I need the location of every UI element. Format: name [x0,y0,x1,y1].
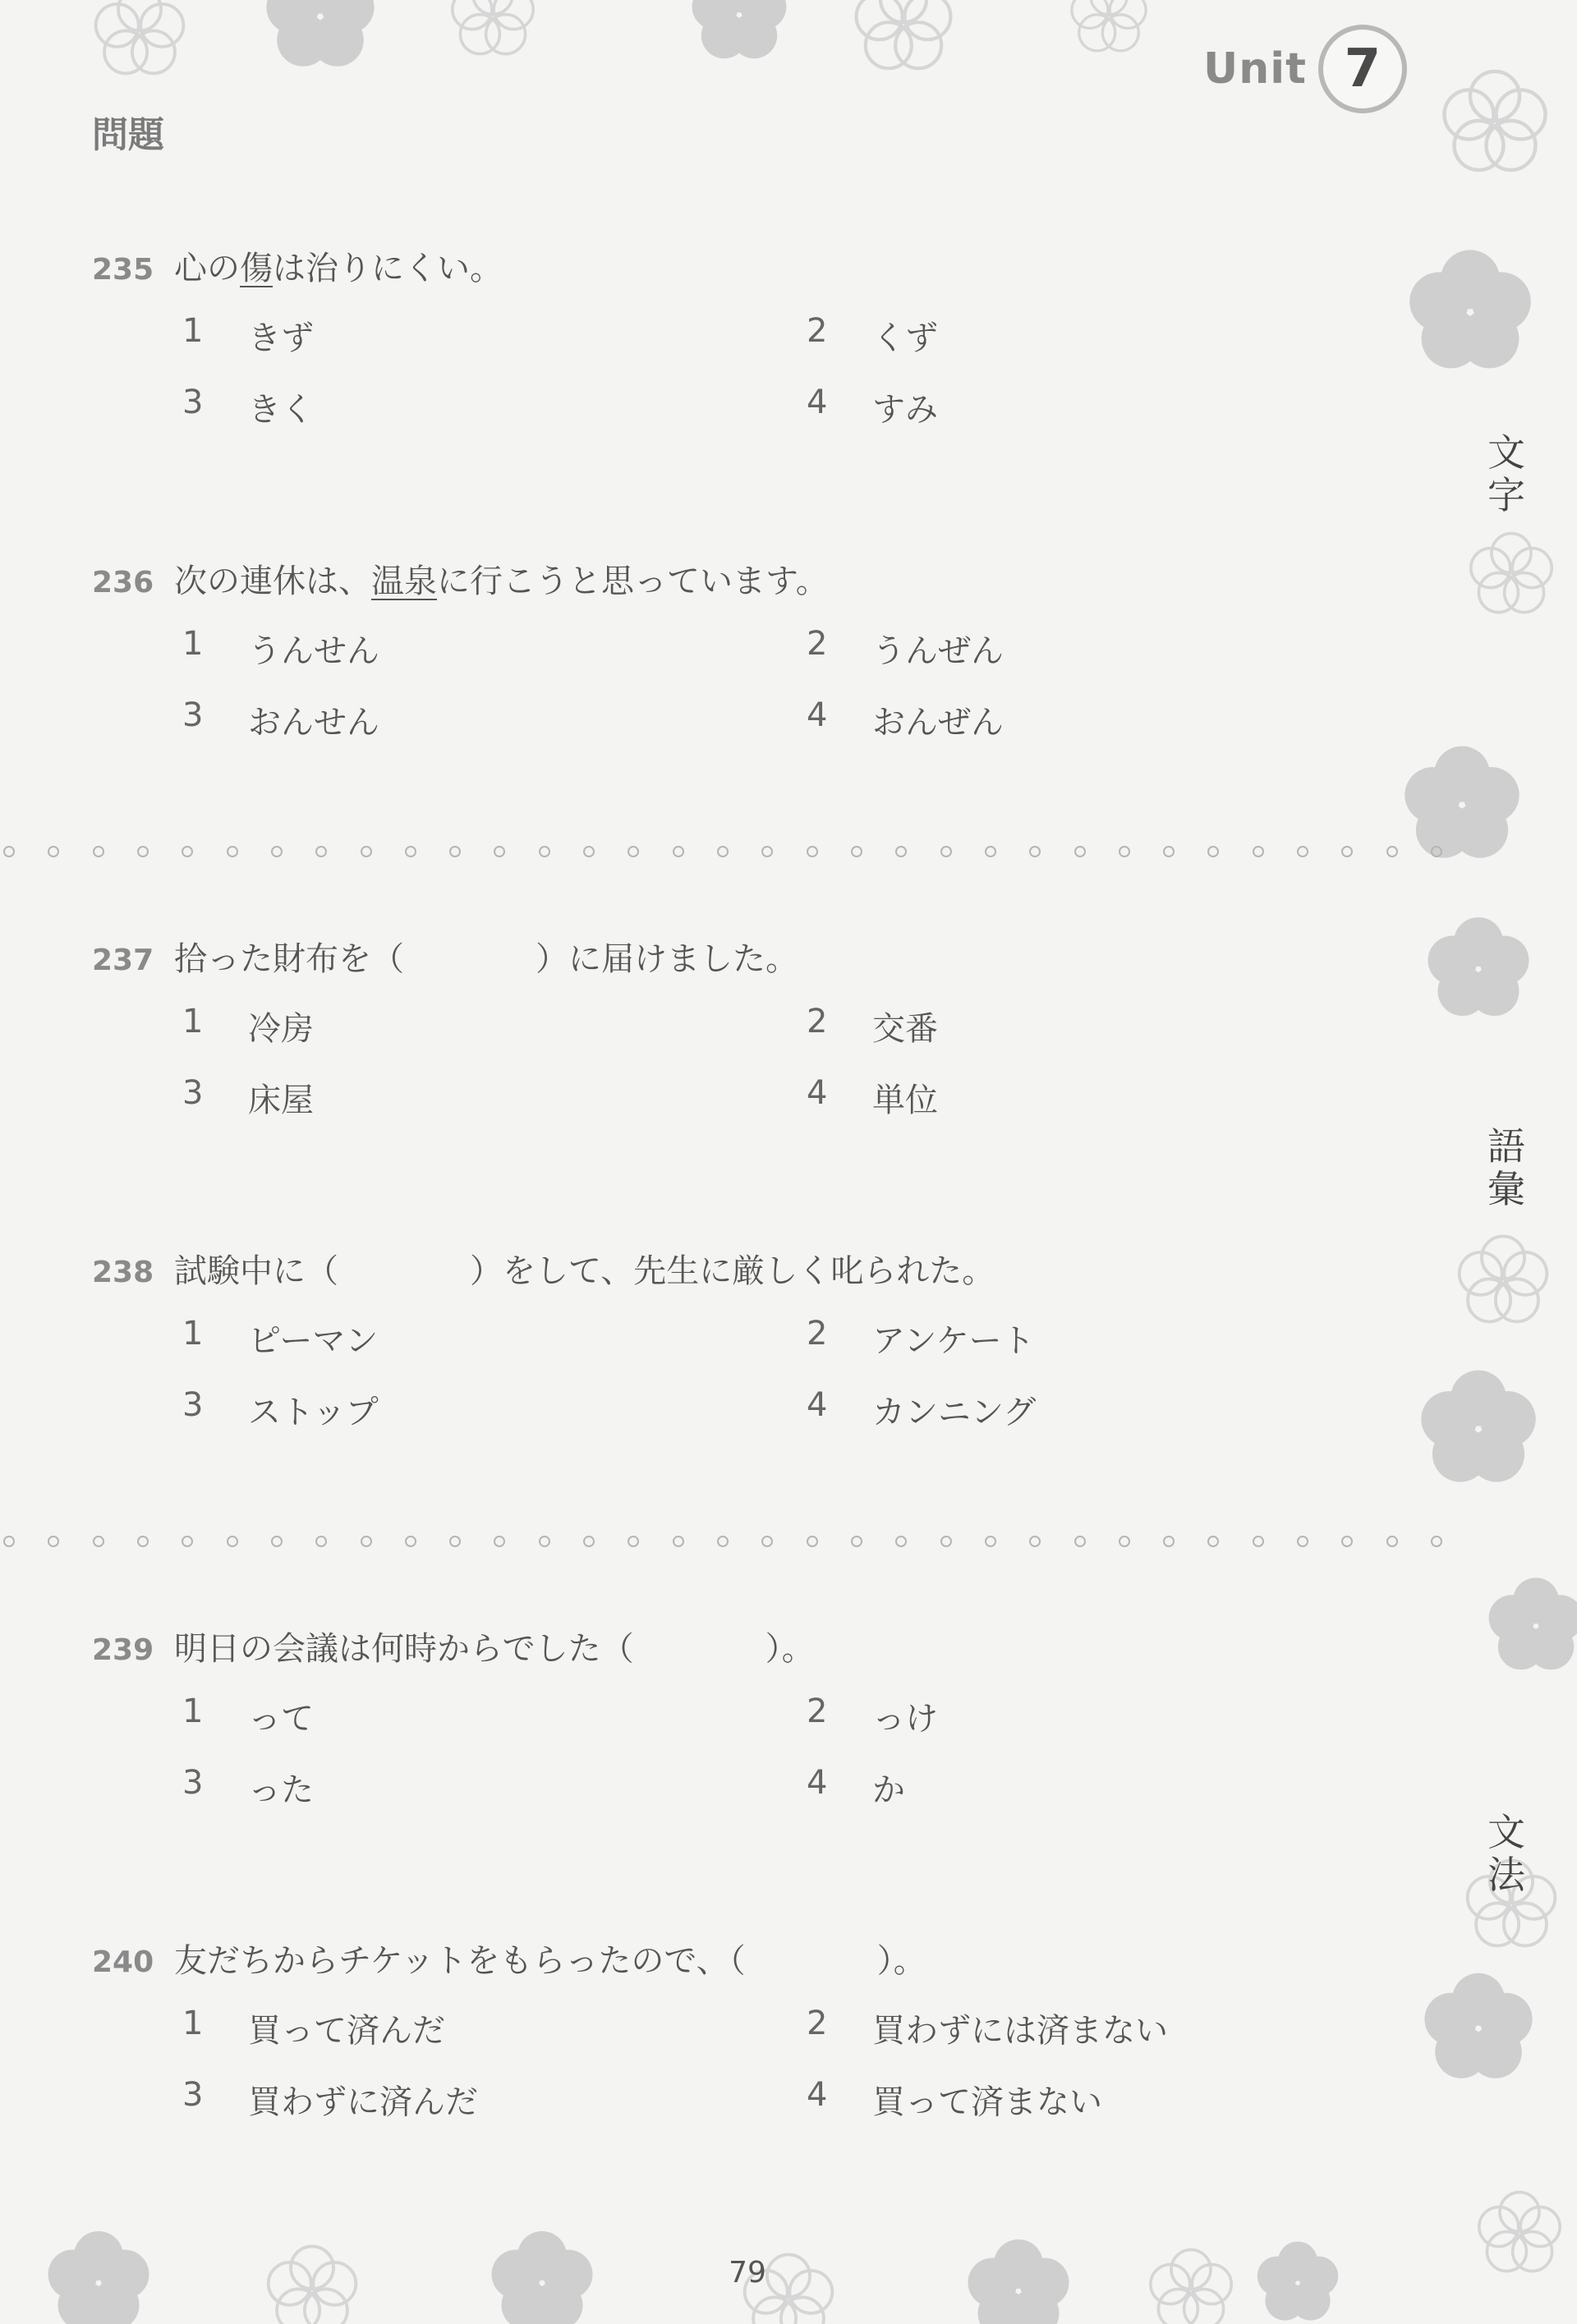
option-text: った [248,1771,314,1809]
question-text-part: 次の連休は、 [174,563,371,600]
option-text: おんぜん [872,704,1004,742]
option-number: 2 [807,1692,828,1730]
option-text: くず [872,319,938,357]
answer-option[interactable] [182,625,807,672]
option-text: ピーマン [248,1322,379,1360]
side-tab-goi: 語彙 [1487,1124,1525,1211]
question-text: 明日の会議は何時からでした（ ）。 [174,1630,815,1668]
option-number: 2 [807,625,828,663]
question-target-word: 傷 [240,250,273,287]
answer-option[interactable] [182,696,807,743]
question-number: 237 [92,944,154,977]
answer-options [182,1003,1406,1121]
answer-option[interactable] [807,1764,1431,1811]
option-number: 3 [182,384,204,421]
option-text: っけ [872,1700,938,1738]
answer-option[interactable] [807,1692,1431,1739]
question-text-part: 心の [174,250,240,287]
question-target-word: 温泉 [371,563,437,600]
question-text-part: は治りにくい。 [273,250,503,287]
question-number: 235 [92,253,154,287]
option-number: 3 [182,1386,204,1424]
question-240 [92,1935,1406,2123]
question-number: 239 [92,1633,154,1667]
option-text: うんせん [248,632,379,670]
option-text: 交番 [872,1010,938,1048]
option-number: 3 [182,1074,204,1112]
question-stem [92,242,1406,289]
question-number: 238 [92,1256,154,1289]
answer-option[interactable] [182,1764,807,1811]
answer-option[interactable] [807,1315,1431,1362]
question-text: 友だちからチケットをもらったので、（ ）。 [174,1942,926,1980]
answer-option[interactable] [807,312,1431,359]
question-text-part: に行こうと思っています。 [437,563,829,600]
option-number: 1 [182,312,204,350]
option-number: 4 [807,384,828,421]
question-239 [92,1623,1406,1811]
answer-option[interactable] [182,1074,807,1121]
answer-option[interactable] [807,1074,1431,1121]
option-number: 3 [182,2076,204,2114]
question-236 [92,555,1406,743]
question-stem [92,933,1406,980]
option-number: 2 [807,1003,828,1040]
answer-options [182,312,1406,430]
answer-option[interactable] [807,1003,1431,1049]
option-number: 4 [807,1764,828,1802]
answer-option[interactable] [182,2005,807,2051]
option-text: きく [248,391,314,429]
option-text: 買って済まない [872,2083,1102,2121]
option-text: か [872,1771,905,1809]
option-text: 買って済んだ [248,2012,445,2050]
option-number: 1 [182,2005,204,2042]
unit-badge [1203,25,1407,113]
option-text: きず [248,319,314,357]
option-number: 1 [182,1003,204,1040]
option-number: 1 [182,1315,204,1353]
answer-options [182,625,1406,743]
answer-options [182,1315,1406,1433]
question-stem [92,555,1406,602]
answer-option[interactable] [807,384,1431,430]
option-text: うんぜん [872,632,1004,670]
unit-number: 7 [1318,25,1407,113]
option-text: すみ [872,391,938,429]
answer-option[interactable] [807,2076,1431,2123]
option-number: 3 [182,696,204,734]
question-stem [92,1245,1406,1292]
option-number: 1 [182,625,204,663]
question-number: 236 [92,566,154,599]
question-text: 試験中に（ ）をして、先生に厳しく叱られた。 [174,1252,995,1290]
answer-option[interactable] [807,1386,1431,1433]
answer-option[interactable] [807,625,1431,672]
option-number: 4 [807,696,828,734]
question-238 [92,1245,1406,1433]
option-text: アンケート [872,1322,1035,1360]
answer-option[interactable] [182,1692,807,1739]
question-235 [92,242,1406,430]
option-text: ストップ [248,1394,379,1431]
answer-option[interactable] [807,696,1431,743]
answer-option[interactable] [182,2076,807,2123]
option-number: 2 [807,1315,828,1353]
question-number: 240 [92,1945,154,1979]
answer-option[interactable] [807,2005,1431,2051]
answer-options [182,1692,1406,1811]
option-text: って [248,1700,314,1738]
option-number: 4 [807,1074,828,1112]
option-text: 単位 [872,1082,938,1119]
option-number: 2 [807,312,828,350]
option-number: 4 [807,1386,828,1424]
option-number: 4 [807,2076,828,2114]
unit-label: Unit [1203,44,1307,94]
question-text: 拾った財布を（ ）に届けました。 [174,940,798,978]
option-text: カンニング [872,1394,1037,1431]
answer-option[interactable] [182,1003,807,1049]
option-text: 冷房 [248,1010,314,1048]
question-stem [92,1623,1406,1670]
answer-option[interactable] [182,1315,807,1362]
page-title: 問題 [92,114,164,156]
question-237 [92,933,1406,1121]
side-tab-bunpo: 文法 [1487,1810,1525,1897]
answer-option[interactable] [182,1386,807,1433]
option-text: 買わずに済んだ [248,2083,478,2121]
option-text: おんせん [248,704,379,742]
side-tab-moji: 文字 [1487,430,1525,517]
option-text: 床屋 [248,1082,314,1119]
answer-option[interactable] [182,312,807,359]
option-text: 買わずには済まない [872,2012,1168,2050]
section-divider [0,846,1446,862]
section-divider [0,1536,1446,1552]
option-number: 2 [807,2005,828,2042]
option-number: 3 [182,1764,204,1802]
page-number: 79 [729,2256,766,2290]
question-stem [92,1935,1406,1982]
answer-options [182,2005,1406,2123]
option-number: 1 [182,1692,204,1730]
answer-option[interactable] [182,384,807,430]
